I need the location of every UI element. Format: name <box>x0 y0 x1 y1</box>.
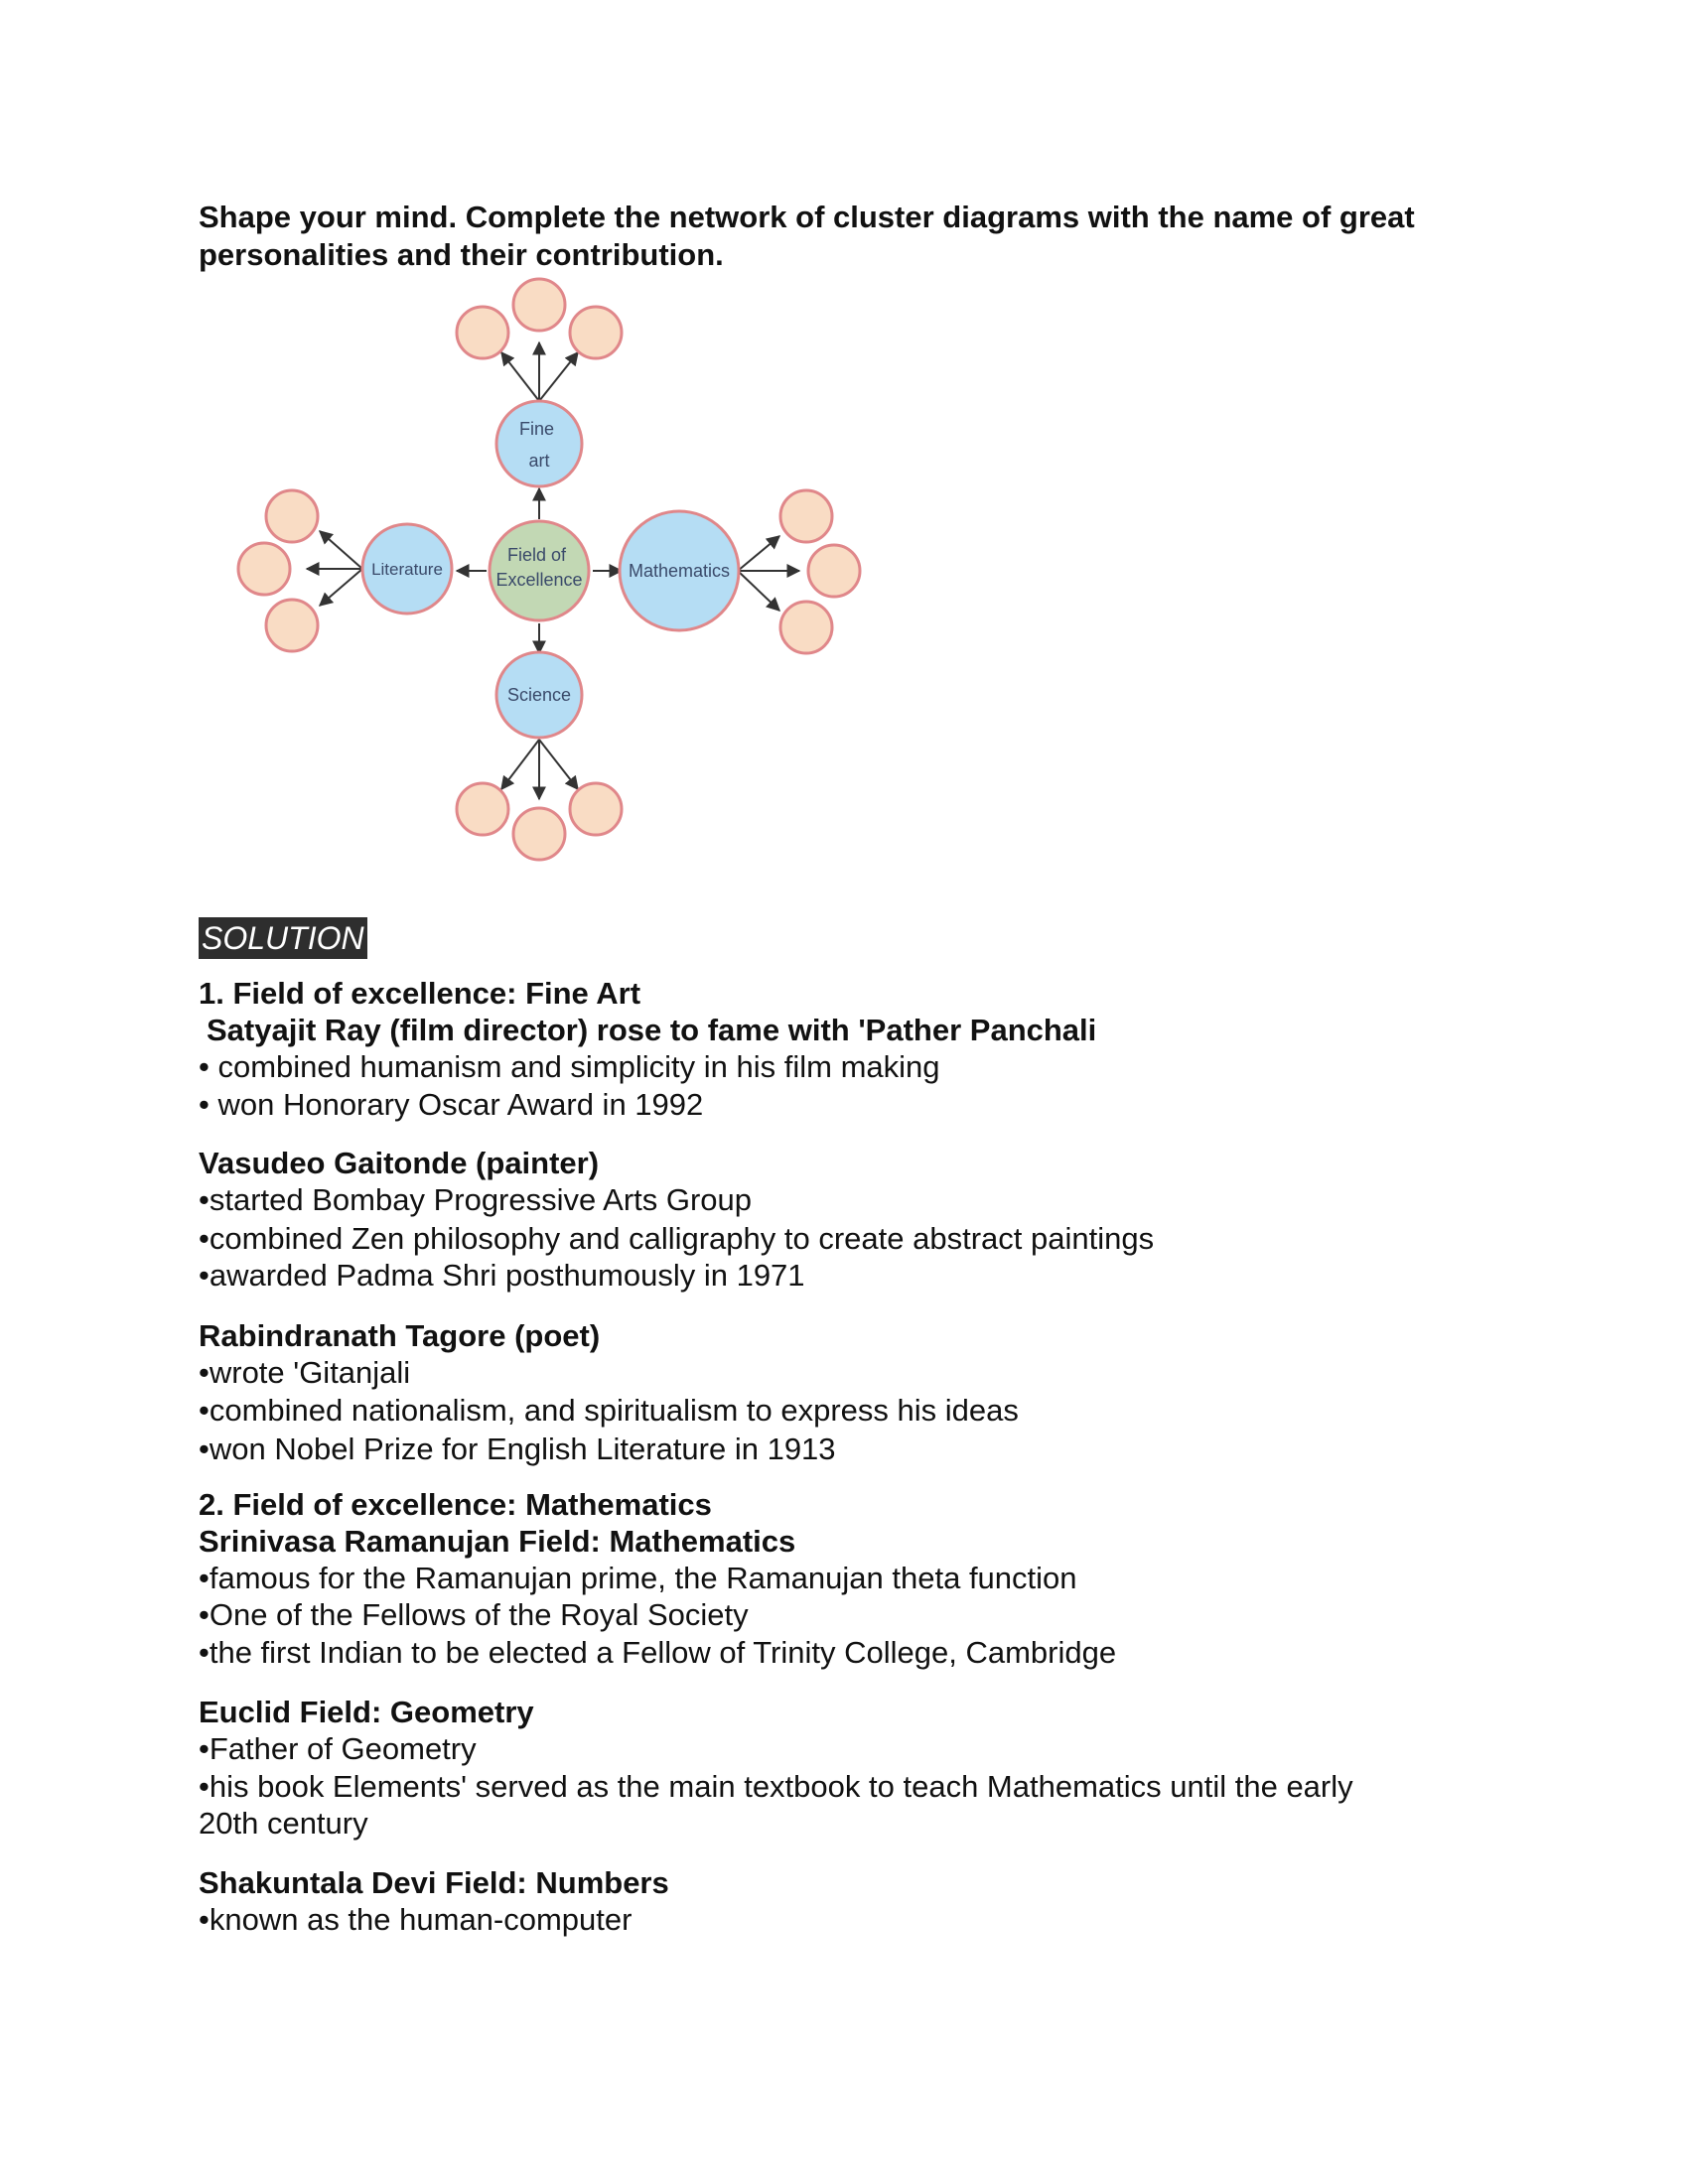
leaf-literature-2 <box>238 543 290 595</box>
ramanujan-heading: Srinivasa Ramanujan Field: Mathematics <box>199 1524 796 1559</box>
leaf-science-2 <box>513 808 565 860</box>
label-fineart-line2: art <box>528 451 550 471</box>
leaf-literature-1 <box>266 490 318 542</box>
node-fineart <box>496 401 582 486</box>
ray-point-2: • won Honorary Oscar Award in 1992 <box>199 1087 704 1122</box>
solution-label: SOLUTION <box>199 917 367 959</box>
label-literature: Literature <box>371 560 443 579</box>
gaitonde-point-2: •combined Zen philosophy and calligraphy to create abstract paintings <box>199 1221 1155 1256</box>
leaf-fineart-1 <box>457 307 508 358</box>
question-text: Shape your mind. Complete the network of cluster diagrams with the name of great personalities and their contribution. <box>199 200 1415 272</box>
tagore-point-2: •combined nationalism, and spiritualism to express his ideas <box>199 1393 1019 1428</box>
leaf-science-1 <box>457 783 508 835</box>
ramanujan-point-3: •the first Indian to be elected a Fellow of Trinity College, Cambridge <box>199 1635 1117 1670</box>
label-mathematics: Mathematics <box>628 561 731 581</box>
leaf-fineart-2 <box>513 279 565 331</box>
label-center-line2: Excellence <box>495 570 583 590</box>
leaf-mathematics-3 <box>780 602 832 653</box>
leaf-literature-3 <box>266 600 318 651</box>
euclid-point-2-continued: 20th century <box>199 1806 368 1841</box>
devi-point-1: •known as the human-computer <box>199 1902 633 1937</box>
devi-heading: Shakuntala Devi Field: Numbers <box>199 1865 669 1900</box>
ray-heading: Satyajit Ray (film director) rose to fame with 'Pather Panchali <box>207 1013 1097 1047</box>
label-center-line1: Field of <box>506 545 567 565</box>
section-1-heading: 1. Field of excellence: Fine Art <box>199 976 641 1011</box>
gaitonde-point-1: •started Bombay Progressive Arts Group <box>199 1182 753 1217</box>
label-science: Science <box>506 685 572 705</box>
ramanujan-point-1: •famous for the Ramanujan prime, the Ramanujan theta function <box>199 1561 1077 1595</box>
gaitonde-point-3: •awarded Padma Shri posthumously in 1971 <box>199 1258 805 1293</box>
section-2-heading: 2. Field of excellence: Mathematics <box>199 1487 712 1522</box>
euclid-heading: Euclid Field: Geometry <box>199 1695 534 1729</box>
leaf-mathematics-2 <box>808 545 860 597</box>
gaitonde-heading: Vasudeo Gaitonde (painter) <box>199 1146 600 1180</box>
euclid-point-2: •his book Elements' served as the main textbook to teach Mathematics until the early <box>199 1769 1353 1804</box>
tagore-point-1: •wrote 'Gitanjali <box>199 1355 411 1390</box>
ramanujan-point-2: •One of the Fellows of the Royal Society <box>199 1597 749 1632</box>
tagore-point-3: •won Nobel Prize for English Literature in 1913 <box>199 1432 836 1466</box>
euclid-point-1: •Father of Geometry <box>199 1731 477 1766</box>
leaf-fineart-3 <box>570 307 622 358</box>
cluster-diagram <box>218 273 1013 888</box>
label-fineart-line1: Fine <box>518 419 554 439</box>
tagore-heading: Rabindranath Tagore (poet) <box>199 1318 601 1353</box>
ray-point-1: • combined humanism and simplicity in his film making <box>199 1049 940 1084</box>
leaf-science-3 <box>570 783 622 835</box>
leaf-mathematics-1 <box>780 490 832 542</box>
